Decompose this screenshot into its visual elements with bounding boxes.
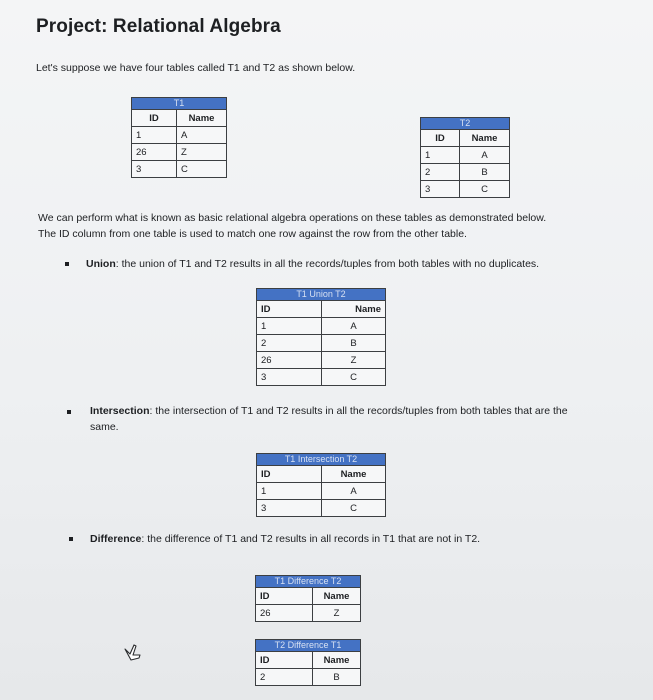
column-header-id: ID [421, 130, 460, 147]
table-caption: T1 [132, 98, 227, 110]
table-row [257, 335, 386, 352]
table-intersection [256, 453, 386, 517]
cell-id: 3 [132, 161, 177, 178]
cell-name: A [177, 127, 227, 144]
cell-id: 3 [257, 369, 322, 386]
cell-name: Z [177, 144, 227, 161]
union-label: Union [86, 258, 116, 270]
intersection-text: : the intersection of T1 and T2 results in all the records/tuples from both tables that are the [149, 405, 568, 417]
cell-name: A [322, 483, 386, 500]
cell-name: B [460, 164, 510, 181]
table-caption: T1 Intersection T2 [257, 454, 386, 466]
table-row [257, 369, 386, 386]
table-row [256, 669, 361, 686]
table-row [421, 181, 510, 198]
column-header-id: ID [257, 301, 322, 318]
table-union [256, 288, 386, 386]
paragraph-line: We can perform what is known as basic relational algebra operations on these tables as demonstrated below. [38, 212, 547, 224]
bullet-icon [67, 410, 71, 414]
table-row [257, 352, 386, 369]
cell-name: B [322, 335, 386, 352]
cell-id: 2 [256, 669, 313, 686]
table-row [132, 161, 227, 178]
column-header-name: Name [322, 466, 386, 483]
intersection-description-cont: same. [90, 421, 119, 433]
cell-name: B [313, 669, 361, 686]
table-row [421, 164, 510, 181]
cell-name: C [177, 161, 227, 178]
cell-name: Z [322, 352, 386, 369]
cell-name: C [460, 181, 510, 198]
difference-label: Difference [90, 533, 142, 545]
cell-id: 2 [421, 164, 460, 181]
table-row [132, 144, 227, 161]
table-difference-t2-t1 [255, 639, 361, 686]
table-caption: T2 Difference T1 [256, 640, 361, 652]
bullet-icon [65, 262, 69, 266]
column-header-name: Name [313, 588, 361, 605]
cell-id: 2 [257, 335, 322, 352]
intersection-description [90, 403, 568, 419]
cell-id: 1 [421, 147, 460, 164]
cell-name: C [322, 369, 386, 386]
column-header-name: Name [313, 652, 361, 669]
column-header-name: Name [460, 130, 510, 147]
table-difference-t1-t2 [255, 575, 361, 622]
cell-name: C [322, 500, 386, 517]
column-header-id: ID [257, 466, 322, 483]
cell-id: 1 [257, 318, 322, 335]
cell-id: 26 [256, 605, 313, 622]
page-title: Project: Relational Algebra [36, 16, 281, 37]
cell-name: A [460, 147, 510, 164]
column-header-id: ID [256, 588, 313, 605]
difference-description [90, 531, 480, 547]
table-caption: T2 [421, 118, 510, 130]
table-t1 [131, 97, 227, 178]
paragraph-line: The ID column from one table is used to match one row against the row from the other table. [38, 228, 467, 240]
table-row [257, 318, 386, 335]
cell-name: Z [313, 605, 361, 622]
cell-id: 26 [132, 144, 177, 161]
table-caption: T1 Union T2 [257, 289, 386, 301]
cell-id: 1 [257, 483, 322, 500]
union-text: : the union of T1 and T2 results in all the records/tuples from both tables with no duplicates. [115, 258, 540, 270]
table-row [257, 500, 386, 517]
intro-text: Let's suppose we have four tables called T1 and T2 as shown below. [36, 62, 356, 74]
cell-id: 26 [257, 352, 322, 369]
bullet-icon [69, 537, 73, 541]
difference-text: : the difference of T1 and T2 results in all records in T1 that are not in T2. [141, 533, 481, 545]
table-row [257, 483, 386, 500]
cell-name: A [322, 318, 386, 335]
column-header-name: Name [322, 301, 386, 318]
table-t2 [420, 117, 510, 198]
cell-id: 3 [421, 181, 460, 198]
column-header-id: ID [256, 652, 313, 669]
table-row [132, 127, 227, 144]
cell-id: 1 [132, 127, 177, 144]
pointer-cursor-icon [122, 641, 144, 663]
table-row [256, 605, 361, 622]
intersection-label: Intersection [90, 405, 150, 417]
union-description [86, 256, 539, 272]
column-header-name: Name [177, 110, 227, 127]
column-header-id: ID [132, 110, 177, 127]
table-caption: T1 Difference T2 [256, 576, 361, 588]
cell-id: 3 [257, 500, 322, 517]
table-row [421, 147, 510, 164]
